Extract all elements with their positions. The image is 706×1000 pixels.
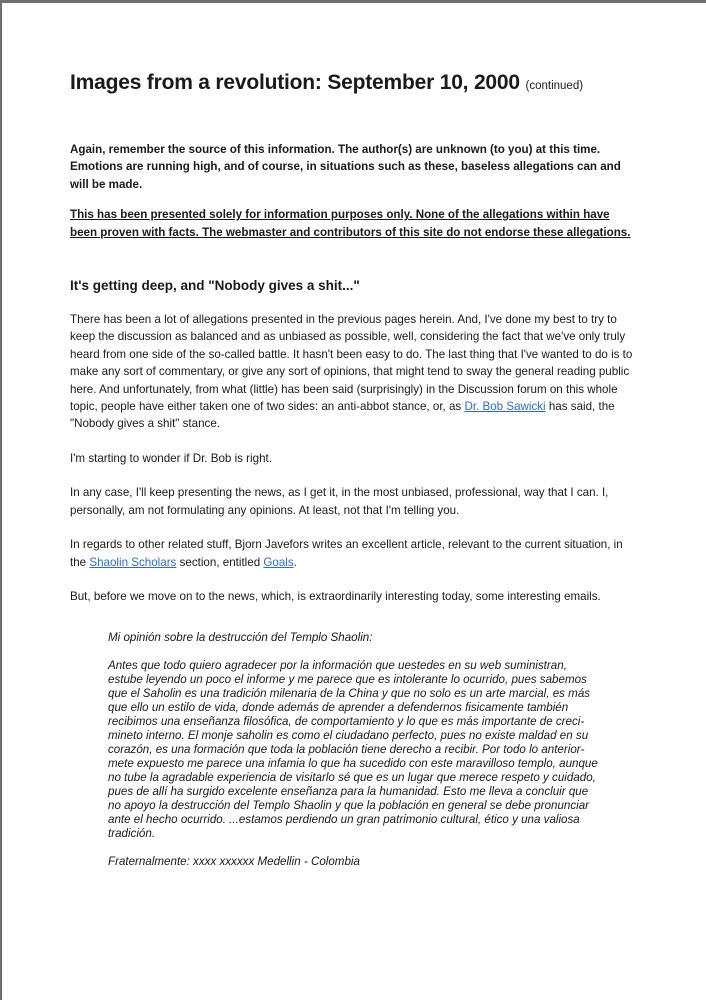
email-body: Antes que todo quiero agradecer por la información que uestedes en su web suministran, estube leyendo un poco el informe y me parece que es intolerante lo ocurrido, pues sabemos que el Saholin es una tradición milenaria de la China y que no solo es un arte marcial, es más que ello un estilo de vida, donde además de aprender a defendernos fisicamente también recibimos una enseñanza filosófica, de comportamiento y lo que es más importante de crecimineto interno. El monje saholin es como el ciudadano perfecto, pues no existe maldad en su corazón, es una formación que toda la población tiene derecho a recibir. Por todo lo anteriormete expuesto me parece una infamia lo que ha sucedido con este maravilloso templo, aunque no tube la agradable experiencia de visitarlo sé que es un lugar que merece respeto y cuidado, pues de allí ha surgido excelente enseñanza para la humanidad. Esto me lleva a concluir que no apoyo la destrucción del Templo Shaolin y que la población en general se debe pronunciar ante el hecho ocurrido. ...estamos perdiendo un gran patrimonio cultural, ético y una valiosa tradición. xyxy=(108,659,598,841)
link-goals[interactable]: Goals xyxy=(263,555,294,569)
quoted-email xyxy=(108,631,599,869)
in-regards-text-middle: section, entitled xyxy=(176,555,264,569)
link-shaolin-scholars[interactable]: Shaolin Scholars xyxy=(89,555,177,569)
in-regards-text-end: . xyxy=(293,555,297,569)
email-subject: Mi opinión sobre la destrucción del Templo Shaolin: xyxy=(108,631,373,645)
section-heading: It's getting deep, and "Nobody gives a shit..." xyxy=(70,278,360,294)
page-title xyxy=(70,70,637,99)
in-regards-text-before: In regards to other related stuff, Bjorn Javefors writes an excellent article, relevant to the current situation, in the xyxy=(70,538,623,569)
page-title-text: Images from a revolution: September 10, 2000 xyxy=(70,71,520,94)
source-disclaimer: Again, remember the source of this information. The author(s) are unknown (to you) at this time. Emotions are running high, and of course, in situations such as these, baseless allegations can and will be made. xyxy=(70,143,621,191)
link-dr-bob-sawicki[interactable]: Dr. Bob Sawicki xyxy=(464,400,546,414)
discussion-text-before: There has been a lot of allegations presented in the previous pages herein. And, I've done my best to try to keep the discussion as balanced and as unbiased as possible, well, considering the fact that we've only truly heard from one side of the so-called battle. It hasn't been easy to do. The last thing that I've wanted to do is to make any sort of commentary, or give any sort of opinions, that might tend to sway the general reading public here. And unfortunately, from what (little) has been said (surprisingly) in the Discussion forum on this whole topic, people have either taken one of two sides: an anti-abbot stance, or, as xyxy=(70,313,633,414)
legal-disclaimer: This has been presented solely for information purposes only. None of the allegations within have been proven with facts. The webmaster and contributors of this site do not endorse these allegations. xyxy=(70,208,631,239)
paragraph-in-any-case: In any case, I'll keep presenting the news, as I get it, in the most unbiased, professional, way that I can. I, personally, am not formulating any opinions. At least, not that I'm telling you. xyxy=(70,486,609,517)
page-title-continued: (continued) xyxy=(525,80,584,92)
paragraph-discussion xyxy=(70,311,637,433)
email-signature: Fraternalmente: xxxx xxxxxx Medellin - Colombia xyxy=(108,855,360,869)
paragraph-wonder: I'm starting to wonder if Dr. Bob is right. xyxy=(70,451,272,465)
paragraph-in-regards xyxy=(70,536,637,571)
paragraph-before-news: But, before we move on to the news, which, is extraordinarily interesting today, some interesting emails. xyxy=(70,589,601,603)
discussion-text-after: has said, the "Nobody gives a shit" stance. xyxy=(70,400,615,431)
